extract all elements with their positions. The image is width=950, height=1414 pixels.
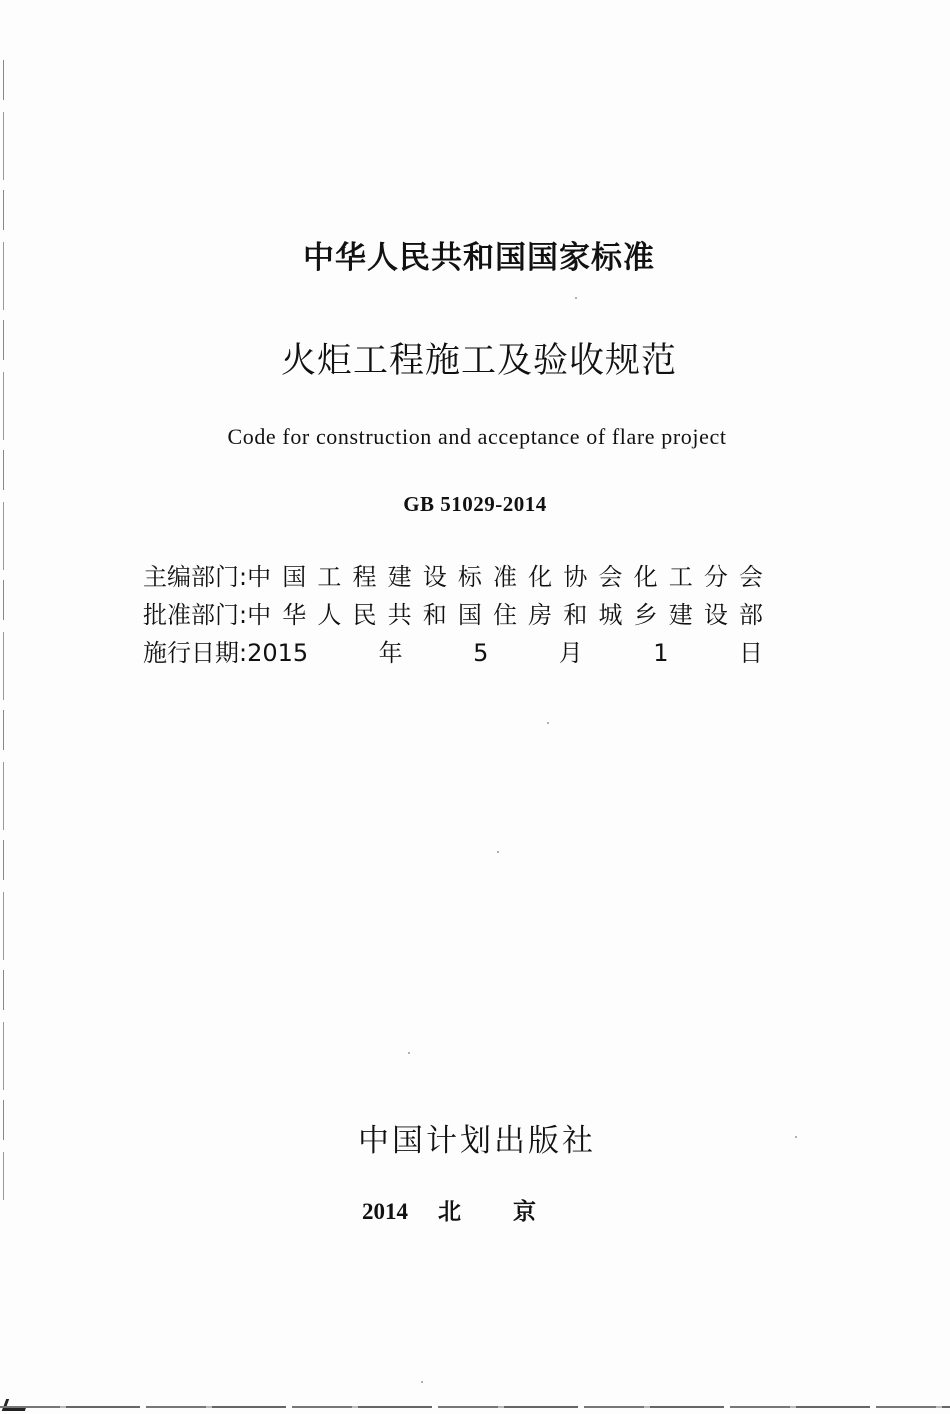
chief-editor-value: 中国工程建设标准化协会化工分会 (247, 562, 763, 591)
scan-edge-line (3, 60, 4, 1200)
approval-row (143, 594, 763, 630)
scan-speck (497, 851, 499, 853)
publication-line (0, 1193, 950, 1226)
effective-date-value: 2015年5月1日 (247, 638, 763, 667)
standard-number: GB 51029-2014 (403, 492, 547, 516)
scan-speck (575, 297, 577, 299)
standard-category: 中华人民共和国国家标准 (303, 240, 655, 276)
approval-value: 中华人民共和国住房和城乡建设部 (247, 600, 763, 629)
scan-speck (547, 722, 549, 724)
scan-bottom-edge (0, 1406, 950, 1408)
publisher-name: 中国计划出版社 (358, 1123, 596, 1159)
scan-speck (795, 1136, 797, 1138)
approval-label: 批准部门: (143, 600, 248, 629)
chief-editor-label: 主编部门: (143, 562, 248, 591)
scan-speck (421, 1381, 423, 1383)
document-title-en: Code for construction and acceptance of flare project (227, 424, 727, 449)
effective-date-label: 施行日期: (143, 638, 248, 667)
publication-year: 2014 (362, 1199, 408, 1224)
effective-date-row (143, 632, 763, 668)
document-title-cn: 火炬工程施工及验收规范 (280, 341, 677, 381)
publication-city: 北京 (438, 1199, 588, 1224)
scan-speck (408, 1052, 410, 1054)
chief-editor-row (143, 556, 763, 592)
scan-corner-mark (2, 1399, 29, 1411)
